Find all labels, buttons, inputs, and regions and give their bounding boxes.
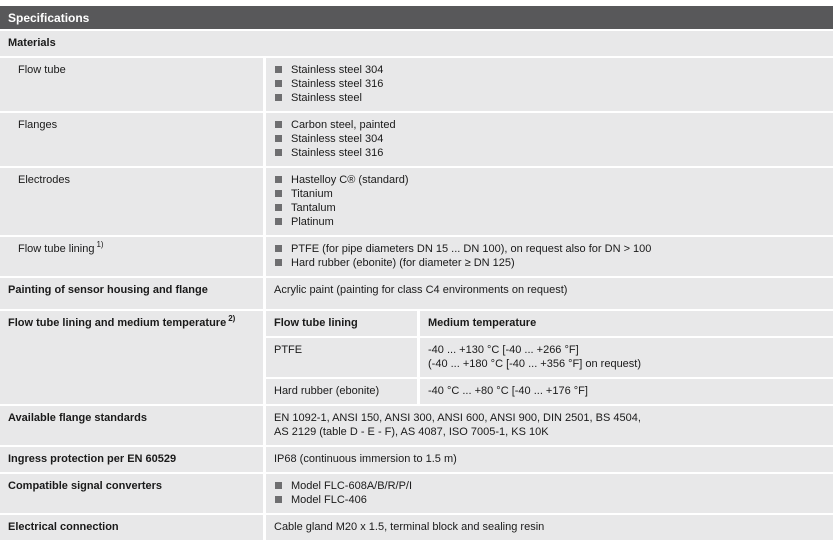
row-materials-section [0,31,833,56]
flow-tube-lining-label [0,237,263,276]
list-item-text: Stainless steel [291,92,362,104]
bullet-square-icon [275,80,282,87]
bullet-square-icon [275,149,282,156]
painting-value: Acrylic paint (painting for class C4 environments on request) [266,278,833,309]
flow-tube-lining-values [266,237,833,276]
electrical-connection-label: Electrical connection [0,515,263,540]
signal-converters-label: Compatible signal converters [0,474,263,513]
list-item [274,146,825,160]
list-item [274,132,825,146]
flange-standards-line: EN 1092-1, ANSI 150, ANSI 300, ANSI 600, ANSI 900, DIN 2501, BS 4504, [274,412,641,424]
bullet-square-icon [275,496,282,503]
lining-temperature-label [0,311,263,404]
list-item-text: Model FLC-608A/B/R/P/I [291,480,413,492]
row-flange-standards [0,406,833,445]
list-item [274,91,825,105]
lining-temperature-row-ptfe [266,338,833,377]
row-lining-temperature [0,311,833,404]
specifications-header-bar [0,6,833,29]
list-item-text: Stainless steel 304 [291,133,384,145]
list-item [274,493,825,507]
bullet-square-icon [275,176,282,183]
temperature-line: -40 °C ... +80 °C [-40 ... +176 °F] [428,385,588,397]
list-item-text: Titanium [291,188,333,200]
bullet-square-icon [275,245,282,252]
list-item-text: Tantalum [291,202,336,214]
row-electrical-connection [0,515,833,540]
section-title-materials: Materials [0,31,833,56]
flange-standards-value [266,406,833,445]
painting-label: Painting of sensor housing and flange [0,278,263,309]
flanges-values [266,113,833,166]
list-item-text: Stainless steel 316 [291,78,384,90]
bullet-square-icon [275,482,282,489]
lining-temperature-label-text: Flow tube lining and medium temperature [8,317,227,329]
ingress-protection-label: Ingress protection per EN 60529 [0,447,263,472]
electrodes-label: Electrodes [0,168,263,235]
row-signal-converters [0,474,833,513]
row-flow-tube [0,58,833,111]
list-item [274,63,825,77]
signal-converters-values [266,474,833,513]
lining-cell: PTFE [266,338,417,377]
list-item-text: Carbon steel, painted [291,119,396,131]
bullet-square-icon [275,218,282,225]
lining-temperature-table [266,311,833,404]
column-header-flow-tube-lining: Flow tube lining [266,311,417,336]
list-item [274,215,825,229]
list-item-text: PTFE (for pipe diameters DN 15 ... DN 100), on request also for DN > 100 [291,243,652,255]
list-item-text: Platinum [291,216,334,228]
list-item [274,118,825,132]
row-flanges [0,113,833,166]
bullet-square-icon [275,135,282,142]
list-item [274,201,825,215]
bullet-square-icon [275,121,282,128]
lining-temperature-header-row [266,311,833,336]
list-item [274,77,825,91]
row-ingress-protection [0,447,833,472]
temperature-cell [420,338,833,377]
flanges-label: Flanges [0,113,263,166]
temperature-line: (-40 ... +180 °C [-40 ... +356 °F] on request) [428,358,642,370]
flow-tube-label: Flow tube [0,58,263,111]
list-item [274,187,825,201]
list-item [274,173,825,187]
flow-tube-lining-label-text: Flow tube lining [18,243,95,255]
column-header-medium-temperature: Medium temperature [420,311,833,336]
flange-standards-label: Available flange standards [0,406,263,445]
list-item-text: Stainless steel 304 [291,64,384,76]
list-item-text: Hastelloy C® (standard) [291,174,409,186]
flow-tube-values [266,58,833,111]
list-item-text: Model FLC-406 [291,494,367,506]
footnote-2-marker: 2) [228,314,236,324]
lining-cell: Hard rubber (ebonite) [266,379,417,404]
row-flow-tube-lining [0,237,833,276]
footnote-1-marker: 1) [96,240,104,250]
bullet-square-icon [275,94,282,101]
specifications-title: Specifications [8,11,90,25]
electrical-connection-value: Cable gland M20 x 1.5, terminal block and sealing resin [266,515,833,540]
ingress-protection-value: IP68 (continuous immersion to 1.5 m) [266,447,833,472]
electrodes-values [266,168,833,235]
lining-temperature-row-hard-rubber [266,379,833,404]
row-electrodes [0,168,833,235]
bullet-square-icon [275,259,282,266]
list-item [274,242,825,256]
temperature-cell [420,379,833,404]
list-item [274,256,825,270]
bullet-square-icon [275,190,282,197]
flange-standards-line: AS 2129 (table D - E - F), AS 4087, ISO 7005-1, KS 10K [274,426,549,438]
list-item-text: Stainless steel 316 [291,147,384,159]
bullet-square-icon [275,66,282,73]
list-item-text: Hard rubber (ebonite) (for diameter ≥ DN 125) [291,257,515,269]
bullet-square-icon [275,204,282,211]
row-painting [0,278,833,309]
temperature-line: -40 ... +130 °C [-40 ... +266 °F] [428,344,579,356]
list-item [274,479,825,493]
